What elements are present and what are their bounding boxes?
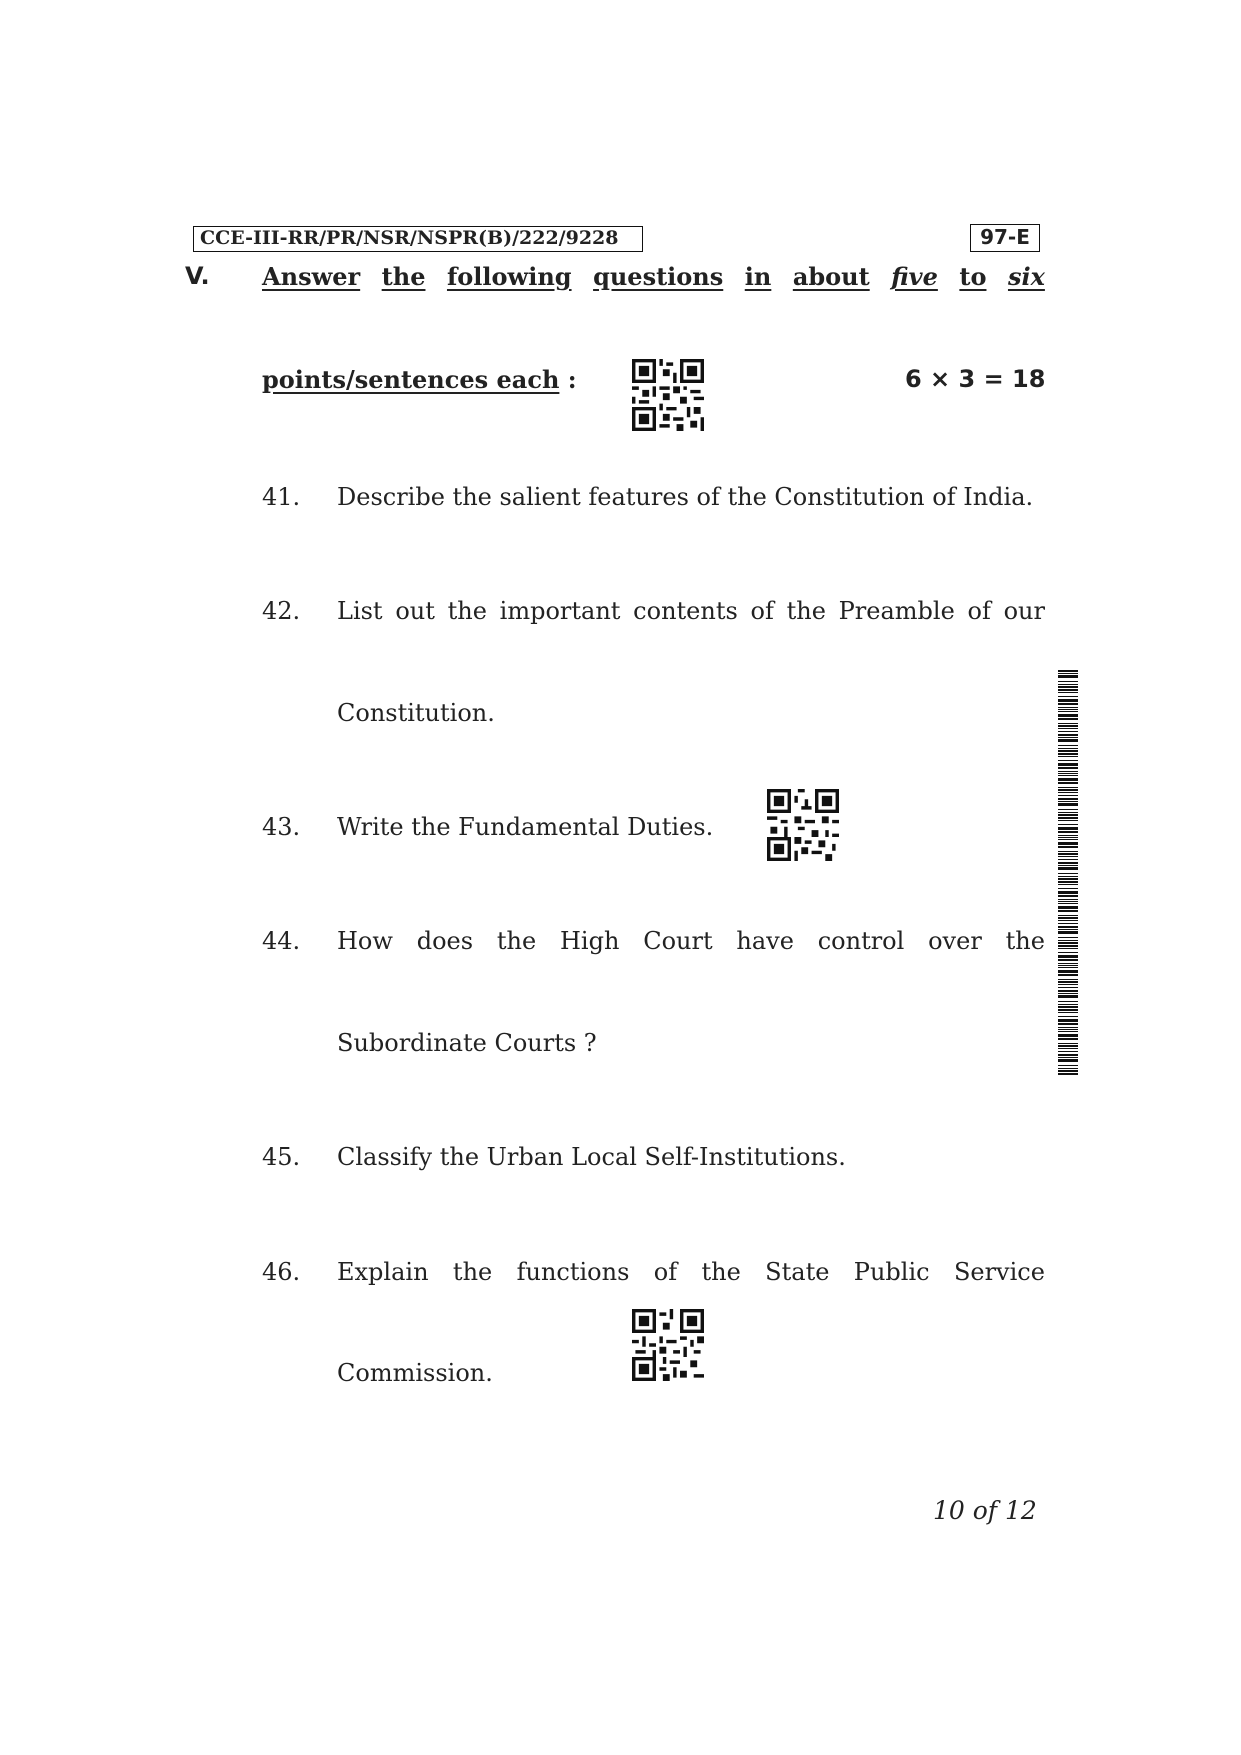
qr-code-icon <box>632 359 704 431</box>
question-text: Classify the Urban Local Self-Institutions. <box>337 1143 846 1171</box>
question-number: 44. <box>262 927 301 955</box>
question-text-continued: Subordinate Courts ? <box>337 1029 597 1057</box>
page-number: 10 of 12 <box>933 1496 1037 1525</box>
barcode-icon <box>1058 670 1078 1075</box>
qr-code-icon <box>767 789 839 861</box>
question-number: 42. <box>262 597 301 625</box>
paper-code: CCE-III-RR/PR/NSR/NSPR(B)/222/9228 <box>193 226 643 252</box>
question-text: Write the Fundamental Duties. <box>337 813 714 841</box>
question-number: 46. <box>262 1258 301 1286</box>
section-marks: 6 × 3 = 18 <box>905 365 1046 393</box>
question-number: 45. <box>262 1143 301 1171</box>
section-instruction-line2: points/sentences each : <box>262 365 577 394</box>
section-instruction: Answer the following questions in about five to six <box>262 262 1045 291</box>
question-number: 43. <box>262 813 301 841</box>
paper-number: 97-E <box>970 224 1040 252</box>
qr-code-icon <box>632 1309 704 1381</box>
question-number: 41. <box>262 483 301 511</box>
section-number: V. <box>185 262 210 290</box>
question-text: Explain the functions of the State Public Service <box>337 1258 1045 1286</box>
question-text-continued: Constitution. <box>337 699 495 727</box>
question-text-continued: Commission. <box>337 1359 493 1387</box>
question-text: Describe the salient features of the Constitution of India. <box>337 483 1034 511</box>
question-text: How does the High Court have control over the <box>337 927 1045 955</box>
question-text: List out the important contents of the Preamble of our <box>337 597 1045 625</box>
